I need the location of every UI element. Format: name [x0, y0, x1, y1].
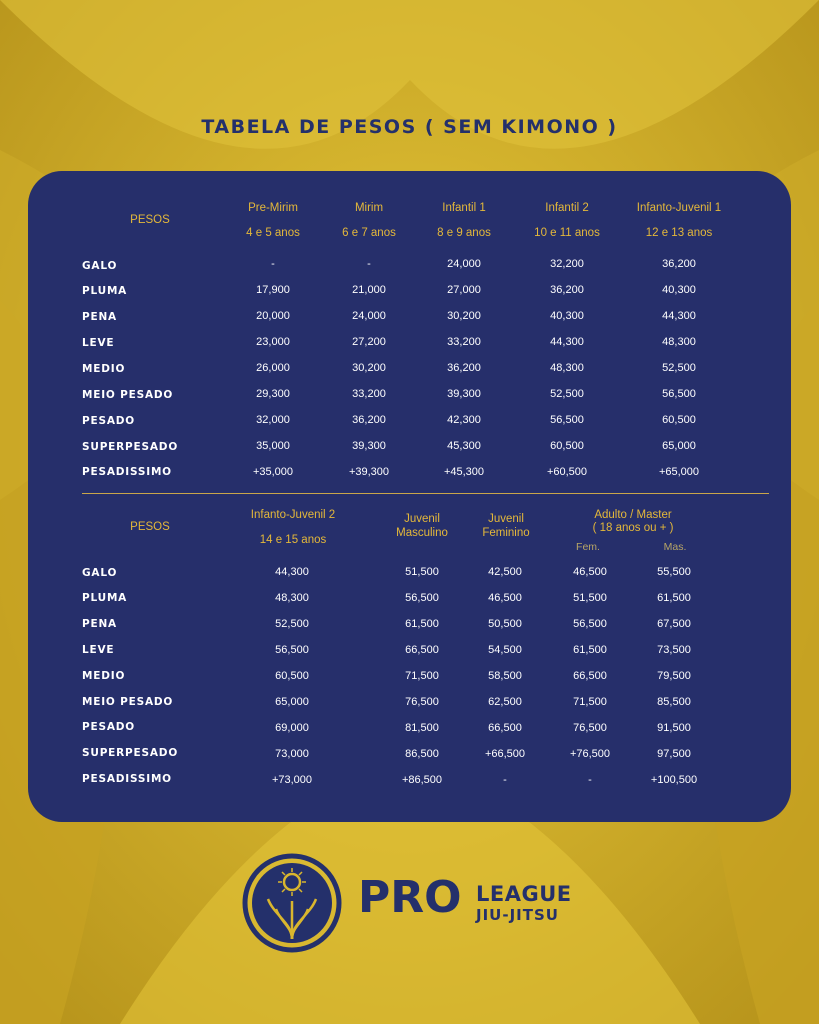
table-cell: 51,500: [405, 566, 439, 578]
table-cell: 62,500: [488, 696, 522, 708]
table-cell: 46,500: [488, 592, 522, 604]
table-cell: 60,500: [275, 670, 309, 682]
table-cell: +65,000: [658, 466, 700, 478]
table2-col-name: Adulto / Master: [594, 509, 672, 521]
table-cell: 81,500: [405, 722, 439, 734]
table-cell: 17,900: [256, 284, 290, 296]
table-cell: 36,200: [662, 258, 696, 270]
row-label: MEDIO: [82, 670, 126, 682]
row-label: GALO: [82, 260, 118, 272]
row-label: PENA: [82, 311, 117, 323]
table-cell: 58,500: [488, 670, 522, 682]
table-cell: 73,500: [657, 644, 691, 656]
table-cell: 36,200: [447, 362, 481, 374]
brand-league: LEAGUE: [476, 882, 572, 906]
table-cell: +76,500: [569, 748, 611, 760]
page-title: TABELA DE PESOS ( SEM KIMONO ): [201, 116, 618, 138]
table-cell: 56,500: [550, 414, 584, 426]
table-cell: 39,300: [352, 440, 386, 452]
table-cell: 52,500: [550, 388, 584, 400]
table2-col-name: Juvenil: [404, 513, 440, 525]
table-cell: 21,000: [352, 284, 386, 296]
table-cell: 60,500: [550, 440, 584, 452]
table-cell: 51,500: [573, 592, 607, 604]
table-cell: 24,000: [352, 310, 386, 322]
row-label: PESADO: [82, 415, 135, 427]
table-cell: 23,000: [256, 336, 290, 348]
table-cell: 33,200: [352, 388, 386, 400]
table-cell: 42,500: [488, 566, 522, 578]
table-cell: +60,500: [546, 466, 588, 478]
table-cell: 65,000: [662, 440, 696, 452]
table-cell: 50,500: [488, 618, 522, 630]
table-cell: 60,500: [662, 414, 696, 426]
row-label: PESADISSIMO: [82, 466, 172, 478]
table-cell: 76,500: [405, 696, 439, 708]
table1-corner-label: PESOS: [130, 214, 170, 226]
table-cell: 24,000: [447, 258, 481, 270]
table-cell: 52,500: [662, 362, 696, 374]
table2-col-ages: 14 e 15 anos: [259, 534, 327, 546]
table-cell: 48,300: [550, 362, 584, 374]
table-cell: 97,500: [657, 748, 691, 760]
table-cell: 56,500: [573, 618, 607, 630]
table-cell: 86,500: [405, 748, 439, 760]
row-label: PESADO: [82, 721, 135, 733]
table-cell: 36,200: [352, 414, 386, 426]
table-cell: 61,500: [405, 618, 439, 630]
table-cell: 39,300: [447, 388, 481, 400]
sub-header-mas: Mas.: [663, 541, 687, 553]
table1-col-name: Pre-Mirim: [248, 202, 298, 214]
table-cell: -: [588, 774, 592, 786]
table-cell: 67,500: [657, 618, 691, 630]
table-cell: 32,000: [256, 414, 290, 426]
weights-table-panel: [28, 171, 791, 822]
table-cell: 40,300: [662, 284, 696, 296]
table1-col-ages: 12 e 13 anos: [645, 227, 713, 239]
table-cell: +66,500: [484, 748, 526, 760]
table-cell: 56,500: [275, 644, 309, 656]
table2-corner-label: PESOS: [130, 521, 170, 533]
table1-col-ages: 6 e 7 anos: [342, 227, 396, 239]
table-cell: 42,300: [447, 414, 481, 426]
table-cell: 48,300: [662, 336, 696, 348]
table-cell: 56,500: [405, 592, 439, 604]
table-cell: 61,500: [657, 592, 691, 604]
row-label: MEIO PESADO: [82, 696, 174, 708]
brand-jiu-jitsu: JIU-JITSU: [476, 906, 559, 924]
table-cell: 29,300: [256, 388, 290, 400]
table-cell: 40,300: [550, 310, 584, 322]
table-cell: +45,300: [443, 466, 485, 478]
table-cell: 71,500: [405, 670, 439, 682]
table1-col-name: Infantil 2: [545, 202, 589, 214]
brand-pro: PRO: [358, 872, 462, 923]
row-label: PESADISSIMO: [82, 773, 172, 785]
row-label: PLUMA: [82, 285, 128, 297]
row-label: MEDIO: [82, 363, 126, 375]
table1-col-name: Infantil 1: [442, 202, 486, 214]
table-cell: 55,500: [657, 566, 691, 578]
table-cell: 30,200: [447, 310, 481, 322]
table-cell: 44,300: [275, 566, 309, 578]
sub-header-fem: Fem.: [576, 541, 600, 553]
table1-col-ages: 8 e 9 anos: [437, 227, 491, 239]
table-cell: 44,300: [550, 336, 584, 348]
table-cell: 32,200: [550, 258, 584, 270]
proleague-emblem-icon: [242, 853, 342, 953]
row-label: LEVE: [82, 337, 115, 349]
table-cell: -: [271, 258, 275, 270]
table-cell: 91,500: [657, 722, 691, 734]
row-label: SUPERPESADO: [82, 747, 179, 759]
table-cell: +100,500: [650, 774, 698, 786]
table-cell: 33,200: [447, 336, 481, 348]
table-cell: -: [367, 258, 371, 270]
table1-col-ages: 4 e 5 anos: [246, 227, 300, 239]
table-cell: 65,000: [275, 696, 309, 708]
table-cell: 36,200: [550, 284, 584, 296]
table-cell: 61,500: [573, 644, 607, 656]
table2-col-name: Masculino: [396, 527, 448, 539]
table-cell: 66,500: [405, 644, 439, 656]
table-cell: 52,500: [275, 618, 309, 630]
row-label: PENA: [82, 618, 117, 630]
table-cell: 54,500: [488, 644, 522, 656]
table2-col-ages: ( 18 anos ou + ): [592, 522, 674, 534]
table-cell: 44,300: [662, 310, 696, 322]
table2-col-name: Infanto-Juvenil 2: [250, 509, 336, 521]
row-label: SUPERPESADO: [82, 441, 179, 453]
table1-col-name: Infanto-Juvenil 1: [636, 202, 722, 214]
table-divider: [82, 493, 769, 494]
table-cell: 66,500: [573, 670, 607, 682]
table-cell: 35,000: [256, 440, 290, 452]
table-cell: 30,200: [352, 362, 386, 374]
table-cell: +73,000: [271, 774, 313, 786]
row-label: GALO: [82, 567, 118, 579]
table-cell: +35,000: [252, 466, 294, 478]
table-cell: -: [503, 774, 507, 786]
table-cell: 20,000: [256, 310, 290, 322]
row-label: PLUMA: [82, 592, 128, 604]
table1-col-ages: 10 e 11 anos: [534, 227, 600, 239]
table-cell: 76,500: [573, 722, 607, 734]
table-cell: 71,500: [573, 696, 607, 708]
table-cell: 79,500: [657, 670, 691, 682]
table-cell: 46,500: [573, 566, 607, 578]
table-cell: +86,500: [401, 774, 443, 786]
table-cell: 56,500: [662, 388, 696, 400]
table-cell: 69,000: [275, 722, 309, 734]
table-cell: 27,000: [447, 284, 481, 296]
table1-col-name: Mirim: [354, 202, 384, 214]
table-cell: 27,200: [352, 336, 386, 348]
row-label: LEVE: [82, 644, 115, 656]
row-label: MEIO PESADO: [82, 389, 174, 401]
table-cell: 85,500: [657, 696, 691, 708]
table2-col-name: Juvenil: [488, 513, 524, 525]
table-cell: 66,500: [488, 722, 522, 734]
table2-col-name: Feminino: [482, 527, 530, 539]
table-cell: 48,300: [275, 592, 309, 604]
table-cell: 26,000: [256, 362, 290, 374]
table-cell: 73,000: [275, 748, 309, 760]
table-cell: +39,300: [348, 466, 390, 478]
table-cell: 45,300: [447, 440, 481, 452]
